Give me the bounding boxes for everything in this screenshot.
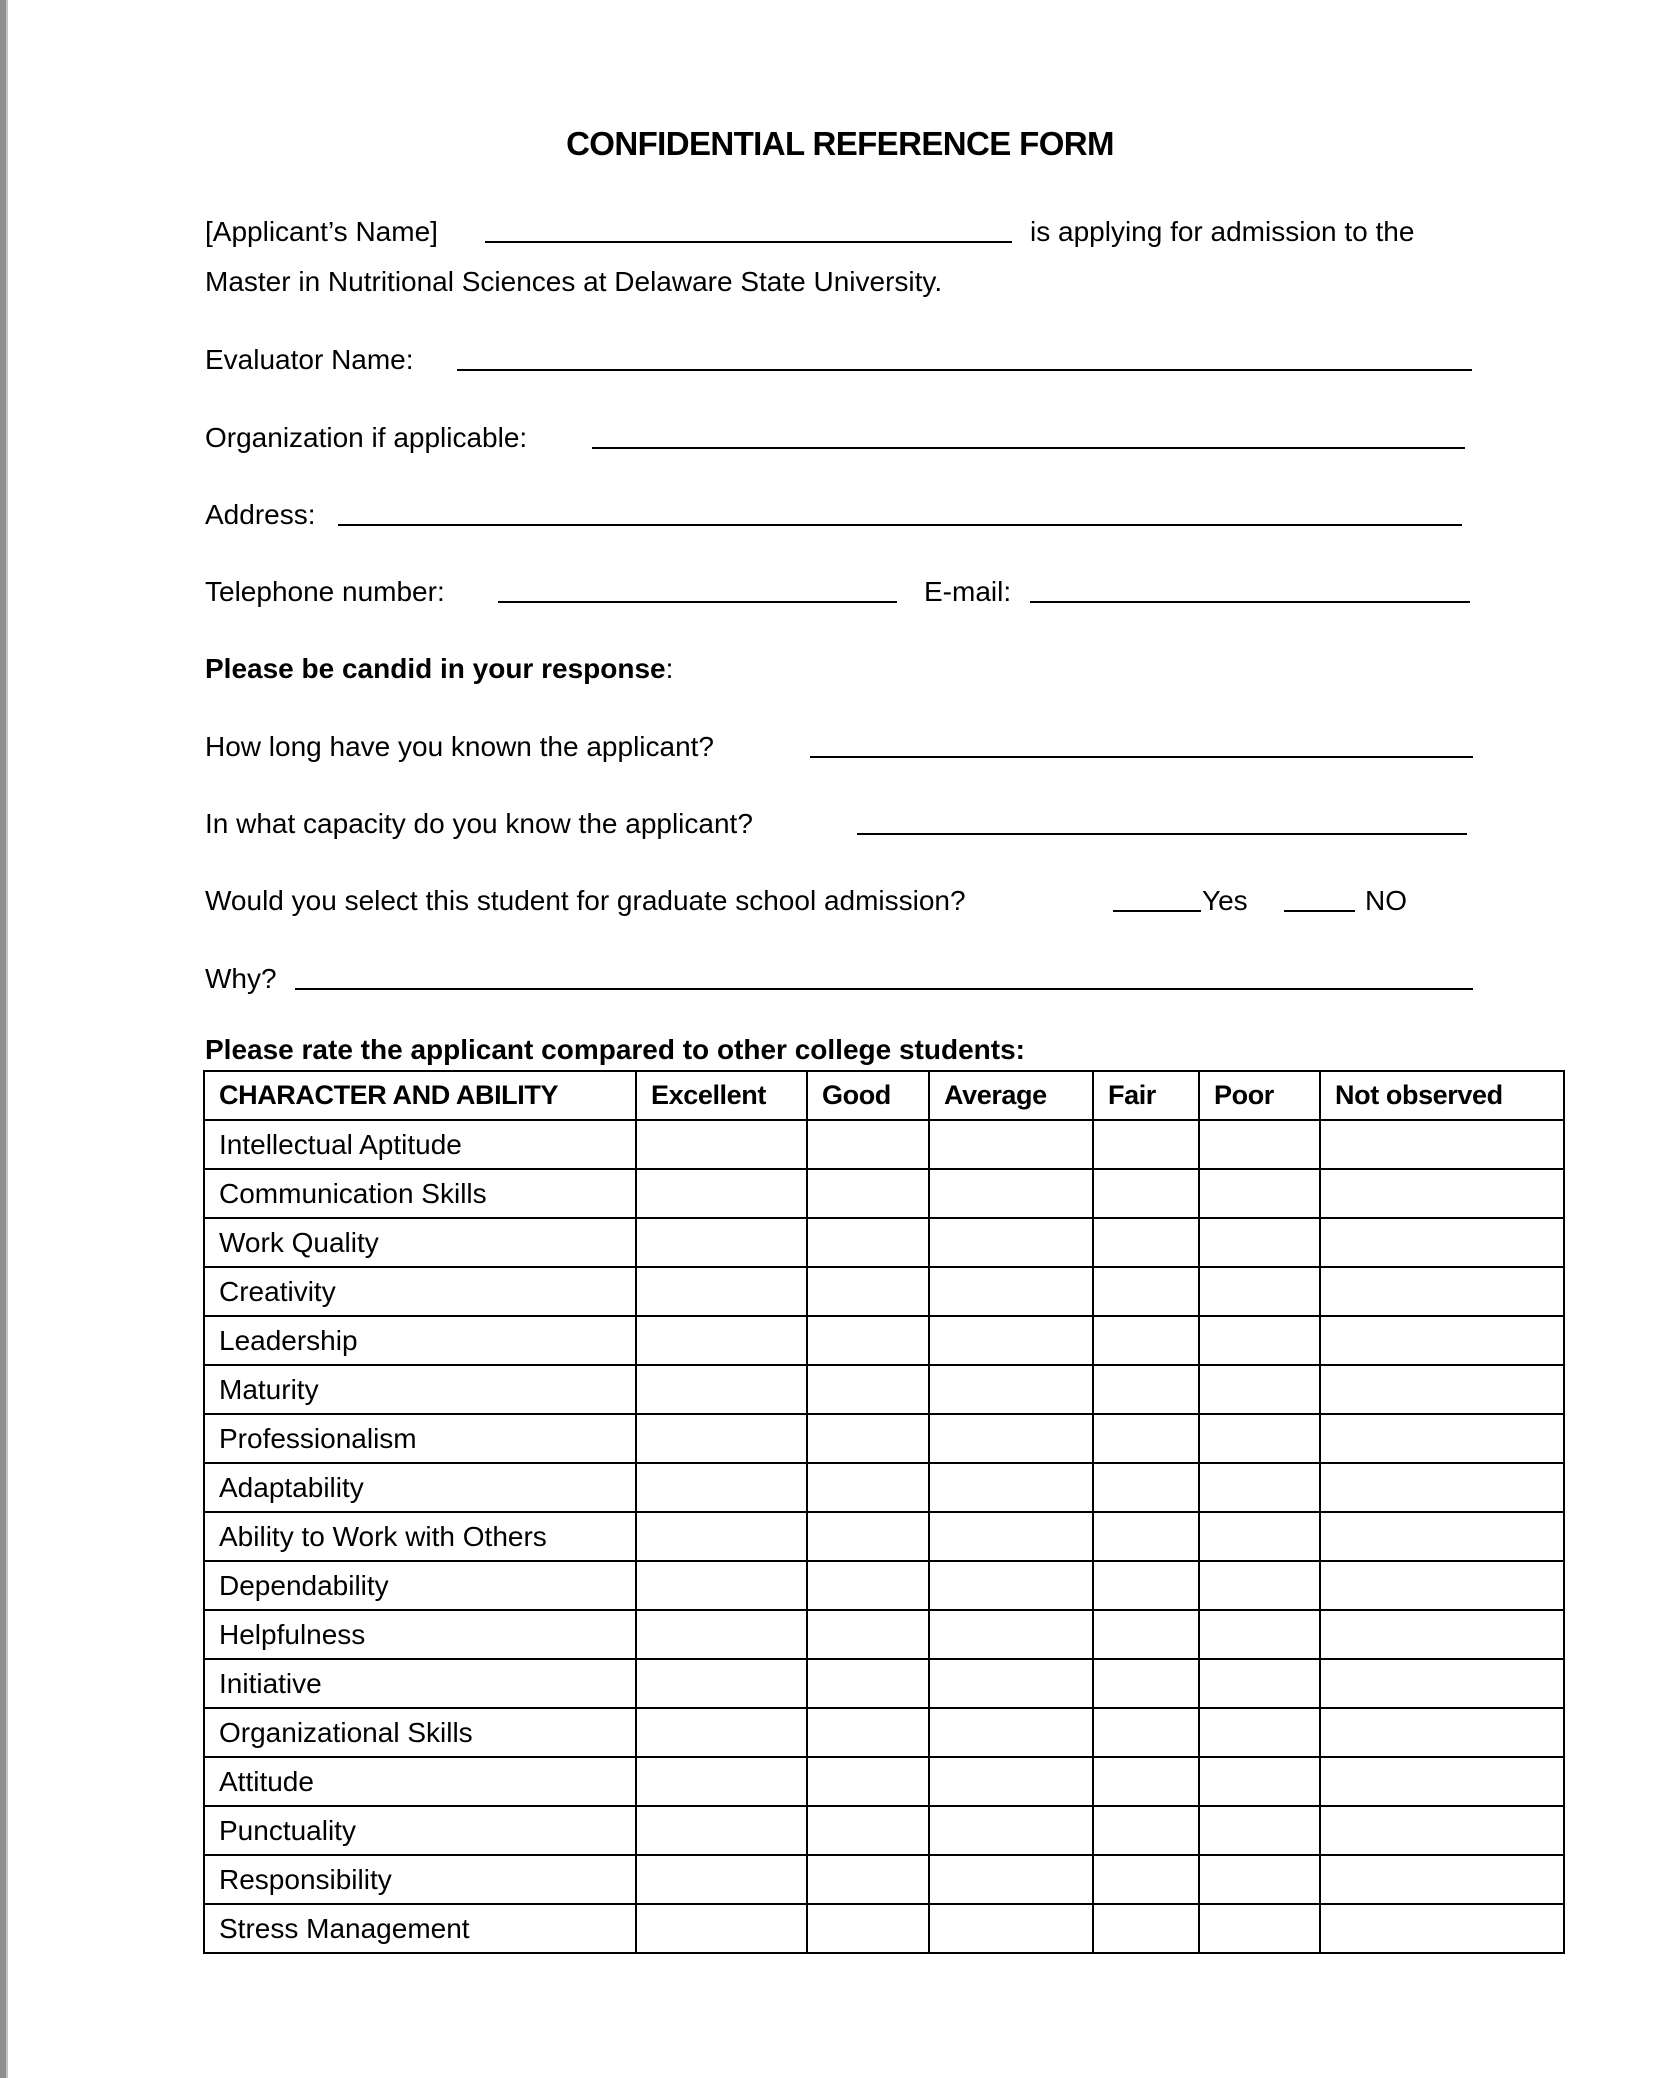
- trait-label: Intellectual Aptitude: [204, 1120, 636, 1169]
- select-row: [205, 881, 1505, 921]
- trait-label: Communication Skills: [204, 1169, 636, 1218]
- rating-cell-not-observed[interactable]: [1320, 1561, 1564, 1610]
- rating-cell-not-observed[interactable]: [1320, 1904, 1564, 1953]
- rating-cell-good[interactable]: [807, 1414, 929, 1463]
- rating-cell-good[interactable]: [807, 1561, 929, 1610]
- applicant-name-field[interactable]: [485, 241, 1012, 243]
- rating-cell-not-observed[interactable]: [1320, 1169, 1564, 1218]
- rating-cell-not-observed[interactable]: [1320, 1120, 1564, 1169]
- rating-cell-fair[interactable]: [1093, 1561, 1199, 1610]
- col-header-character: CHARACTER AND ABILITY: [204, 1071, 636, 1120]
- program-text: Master in Nutritional Sciences at Delaware State University.: [205, 266, 943, 297]
- trait-label: Initiative: [204, 1659, 636, 1708]
- rating-cell-average[interactable]: [929, 1659, 1093, 1708]
- rating-cell-fair[interactable]: [1093, 1316, 1199, 1365]
- telephone-field[interactable]: [498, 601, 897, 603]
- rating-cell-fair[interactable]: [1093, 1610, 1199, 1659]
- rating-cell-excellent[interactable]: [636, 1512, 807, 1561]
- rating-cell-excellent[interactable]: [636, 1463, 807, 1512]
- rating-cell-not-observed[interactable]: [1320, 1414, 1564, 1463]
- rating-cell-poor[interactable]: [1199, 1267, 1320, 1316]
- table-row: [204, 1414, 1564, 1463]
- address-label: Address:: [205, 499, 316, 530]
- rating-cell-fair[interactable]: [1093, 1365, 1199, 1414]
- table-row: [204, 1561, 1564, 1610]
- no-label: NO: [1365, 885, 1407, 916]
- organization-field[interactable]: [592, 447, 1465, 449]
- rating-cell-fair[interactable]: [1093, 1169, 1199, 1218]
- capacity-row: [205, 804, 1505, 844]
- rating-cell-excellent[interactable]: [636, 1120, 807, 1169]
- trait-label: Organizational Skills: [204, 1708, 636, 1757]
- rating-cell-poor[interactable]: [1199, 1218, 1320, 1267]
- table-row: [204, 1169, 1564, 1218]
- rating-cell-excellent[interactable]: [636, 1267, 807, 1316]
- rating-cell-good[interactable]: [807, 1512, 929, 1561]
- table-row: [204, 1512, 1564, 1561]
- table-row: [204, 1757, 1564, 1806]
- rating-cell-average[interactable]: [929, 1120, 1093, 1169]
- col-header-not-observed: Not observed: [1320, 1071, 1564, 1120]
- rating-cell-fair[interactable]: [1093, 1659, 1199, 1708]
- rating-cell-excellent[interactable]: [636, 1708, 807, 1757]
- no-field[interactable]: [1284, 910, 1355, 912]
- rating-cell-fair[interactable]: [1093, 1806, 1199, 1855]
- table-row: [204, 1610, 1564, 1659]
- rating-cell-excellent[interactable]: [636, 1757, 807, 1806]
- rating-cell-good[interactable]: [807, 1316, 929, 1365]
- rating-cell-good[interactable]: [807, 1806, 929, 1855]
- table-row: [204, 1218, 1564, 1267]
- rating-cell-average[interactable]: [929, 1463, 1093, 1512]
- why-field[interactable]: [295, 988, 1473, 990]
- rating-table: [203, 1070, 1565, 1954]
- rating-cell-average[interactable]: [929, 1904, 1093, 1953]
- rating-cell-poor[interactable]: [1199, 1365, 1320, 1414]
- applicant-row: [205, 212, 1505, 252]
- rating-cell-poor[interactable]: [1199, 1561, 1320, 1610]
- rating-cell-poor[interactable]: [1199, 1757, 1320, 1806]
- candid-heading-colon: :: [665, 653, 674, 684]
- rating-cell-good[interactable]: [807, 1757, 929, 1806]
- col-header-excellent: Excellent: [636, 1071, 807, 1120]
- table-row: [204, 1267, 1564, 1316]
- trait-label: Creativity: [204, 1267, 636, 1316]
- rating-cell-average[interactable]: [929, 1169, 1093, 1218]
- rating-cell-not-observed[interactable]: [1320, 1855, 1564, 1904]
- trait-label: Adaptability: [204, 1463, 636, 1512]
- rating-cell-good[interactable]: [807, 1904, 929, 1953]
- rating-cell-fair[interactable]: [1093, 1708, 1199, 1757]
- col-header-good: Good: [807, 1071, 929, 1120]
- address-row: [205, 495, 1505, 535]
- rating-cell-fair[interactable]: [1093, 1267, 1199, 1316]
- trait-label: Professionalism: [204, 1414, 636, 1463]
- rating-cell-excellent[interactable]: [636, 1610, 807, 1659]
- address-field[interactable]: [338, 524, 1462, 526]
- trait-label: Responsibility: [204, 1855, 636, 1904]
- table-row: [204, 1904, 1564, 1953]
- rating-cell-average[interactable]: [929, 1855, 1093, 1904]
- rating-cell-poor[interactable]: [1199, 1414, 1320, 1463]
- select-question: Would you select this student for graduate school admission?: [205, 885, 966, 916]
- rating-cell-not-observed[interactable]: [1320, 1218, 1564, 1267]
- rating-cell-not-observed[interactable]: [1320, 1806, 1564, 1855]
- email-label: E-mail:: [924, 576, 1012, 607]
- yes-field[interactable]: [1113, 910, 1201, 912]
- rating-cell-average[interactable]: [929, 1708, 1093, 1757]
- table-row: [204, 1806, 1564, 1855]
- rating-cell-fair[interactable]: [1093, 1463, 1199, 1512]
- rating-cell-average[interactable]: [929, 1806, 1093, 1855]
- table-row: [204, 1855, 1564, 1904]
- applicant-name-label: [Applicant’s Name]: [205, 216, 438, 247]
- rating-cell-poor[interactable]: [1199, 1659, 1320, 1708]
- rating-cell-poor[interactable]: [1199, 1169, 1320, 1218]
- rating-cell-excellent[interactable]: [636, 1169, 807, 1218]
- evaluator-name-field[interactable]: [457, 369, 1472, 371]
- table-row: [204, 1659, 1564, 1708]
- page-title: CONFIDENTIAL REFERENCE FORM: [566, 125, 1114, 162]
- rating-cell-poor[interactable]: [1199, 1904, 1320, 1953]
- applying-text: is applying for admission to the: [1030, 216, 1415, 247]
- window-gutter-edge: [6, 0, 8, 2078]
- candid-heading: [205, 649, 673, 689]
- rating-cell-fair[interactable]: [1093, 1904, 1199, 1953]
- rating-cell-fair[interactable]: [1093, 1757, 1199, 1806]
- rating-cell-good[interactable]: [807, 1365, 929, 1414]
- trait-label: Maturity: [204, 1365, 636, 1414]
- col-header-fair: Fair: [1093, 1071, 1199, 1120]
- rating-cell-not-observed[interactable]: [1320, 1463, 1564, 1512]
- rating-cell-good[interactable]: [807, 1267, 929, 1316]
- rating-cell-excellent[interactable]: [636, 1365, 807, 1414]
- rating-cell-average[interactable]: [929, 1414, 1093, 1463]
- rating-cell-excellent[interactable]: [636, 1855, 807, 1904]
- how-long-field[interactable]: [810, 756, 1473, 758]
- rating-cell-not-observed[interactable]: [1320, 1610, 1564, 1659]
- rating-cell-average[interactable]: [929, 1610, 1093, 1659]
- rating-cell-not-observed[interactable]: [1320, 1267, 1564, 1316]
- rating-cell-excellent[interactable]: [636, 1659, 807, 1708]
- table-row: [204, 1316, 1564, 1365]
- contact-row: [205, 572, 1505, 612]
- trait-label: Punctuality: [204, 1806, 636, 1855]
- evaluator-row: [205, 340, 1505, 380]
- table-row: [204, 1365, 1564, 1414]
- rating-body: [204, 1120, 1564, 1953]
- trait-label: Dependability: [204, 1561, 636, 1610]
- rating-cell-excellent[interactable]: [636, 1218, 807, 1267]
- col-header-average: Average: [929, 1071, 1093, 1120]
- organization-row: [205, 418, 1505, 458]
- capacity-label: In what capacity do you know the applicant?: [205, 808, 753, 839]
- rating-cell-poor[interactable]: [1199, 1120, 1320, 1169]
- rating-cell-average[interactable]: [929, 1365, 1093, 1414]
- rating-cell-good[interactable]: [807, 1855, 929, 1904]
- evaluator-name-label: Evaluator Name:: [205, 344, 414, 375]
- yes-label: Yes: [1202, 885, 1248, 916]
- why-row: [205, 959, 1505, 999]
- rating-cell-not-observed[interactable]: [1320, 1316, 1564, 1365]
- rating-cell-fair[interactable]: [1093, 1512, 1199, 1561]
- rating-cell-excellent[interactable]: [636, 1904, 807, 1953]
- rating-cell-excellent[interactable]: [636, 1806, 807, 1855]
- rating-cell-good[interactable]: [807, 1218, 929, 1267]
- rating-cell-good[interactable]: [807, 1463, 929, 1512]
- rating-cell-poor[interactable]: [1199, 1512, 1320, 1561]
- rating-cell-not-observed[interactable]: [1320, 1708, 1564, 1757]
- rating-cell-average[interactable]: [929, 1267, 1093, 1316]
- rating-cell-excellent[interactable]: [636, 1316, 807, 1365]
- trait-label: Ability to Work with Others: [204, 1512, 636, 1561]
- rating-cell-good[interactable]: [807, 1659, 929, 1708]
- rating-cell-fair[interactable]: [1093, 1855, 1199, 1904]
- rating-cell-poor[interactable]: [1199, 1806, 1320, 1855]
- rating-cell-fair[interactable]: [1093, 1414, 1199, 1463]
- telephone-label: Telephone number:: [205, 576, 445, 607]
- candid-heading-text: Please be candid in your response: [205, 653, 666, 684]
- rating-cell-fair[interactable]: [1093, 1120, 1199, 1169]
- rating-cell-average[interactable]: [929, 1561, 1093, 1610]
- rating-cell-average[interactable]: [929, 1757, 1093, 1806]
- organization-label: Organization if applicable:: [205, 422, 528, 453]
- how-long-label: How long have you known the applicant?: [205, 731, 715, 762]
- rating-cell-poor[interactable]: [1199, 1855, 1320, 1904]
- rating-cell-not-observed[interactable]: [1320, 1512, 1564, 1561]
- email-field[interactable]: [1030, 601, 1470, 603]
- rating-cell-good[interactable]: [807, 1169, 929, 1218]
- table-row: [204, 1708, 1564, 1757]
- rating-header-row: [204, 1071, 1564, 1120]
- capacity-field[interactable]: [857, 833, 1467, 835]
- rating-cell-not-observed[interactable]: [1320, 1365, 1564, 1414]
- how-long-row: [205, 727, 1505, 767]
- rating-cell-good[interactable]: [807, 1610, 929, 1659]
- table-row: [204, 1463, 1564, 1512]
- trait-label: Leadership: [204, 1316, 636, 1365]
- rating-cell-poor[interactable]: [1199, 1610, 1320, 1659]
- col-header-poor: Poor: [1199, 1071, 1320, 1120]
- rating-cell-average[interactable]: [929, 1218, 1093, 1267]
- rating-heading: Please rate the applicant compared to other college students:: [205, 1034, 1025, 1065]
- trait-label: Work Quality: [204, 1218, 636, 1267]
- rating-cell-average[interactable]: [929, 1512, 1093, 1561]
- trait-label: Stress Management: [204, 1904, 636, 1953]
- rating-cell-poor[interactable]: [1199, 1463, 1320, 1512]
- rating-cell-average[interactable]: [929, 1316, 1093, 1365]
- table-row: [204, 1120, 1564, 1169]
- why-label: Why?: [205, 963, 277, 994]
- rating-cell-poor[interactable]: [1199, 1316, 1320, 1365]
- rating-cell-excellent[interactable]: [636, 1561, 807, 1610]
- rating-cell-good[interactable]: [807, 1120, 929, 1169]
- trait-label: Helpfulness: [204, 1610, 636, 1659]
- rating-cell-fair[interactable]: [1093, 1218, 1199, 1267]
- rating-cell-poor[interactable]: [1199, 1708, 1320, 1757]
- rating-cell-good[interactable]: [807, 1708, 929, 1757]
- rating-cell-excellent[interactable]: [636, 1414, 807, 1463]
- trait-label: Attitude: [204, 1757, 636, 1806]
- rating-cell-not-observed[interactable]: [1320, 1757, 1564, 1806]
- rating-cell-not-observed[interactable]: [1320, 1659, 1564, 1708]
